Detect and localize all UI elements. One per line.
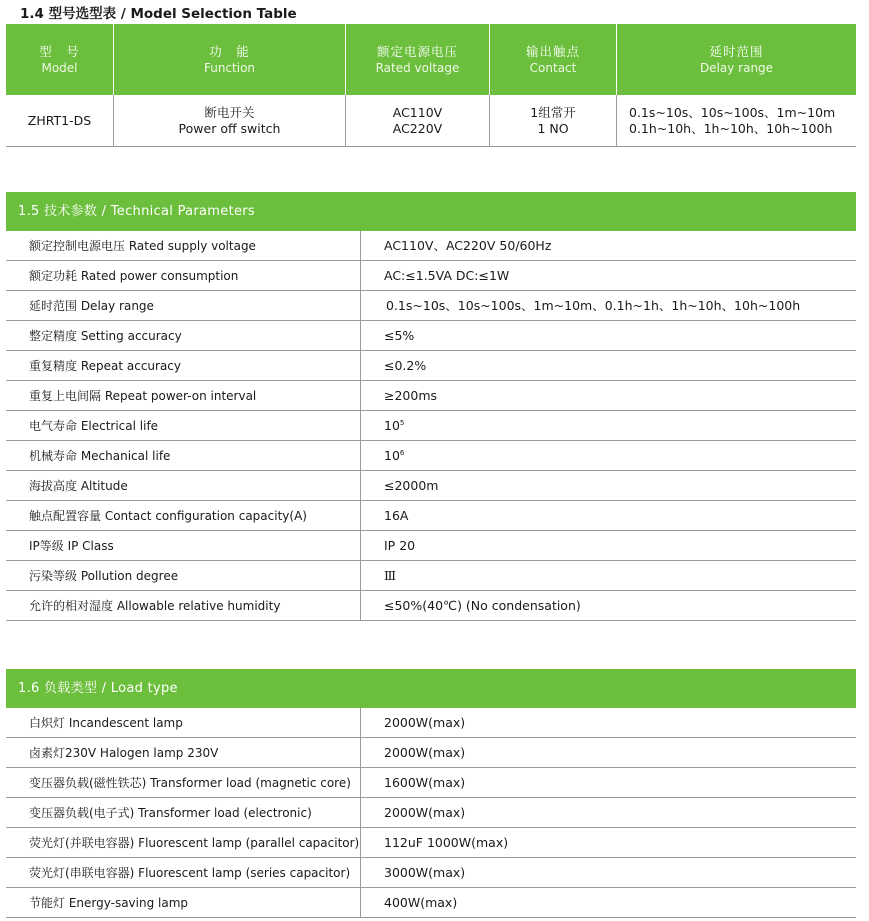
table-row	[6, 591, 856, 621]
load-label: 荧光灯(串联电容器) Fluorescent lamp (series capacitor)	[6, 858, 361, 887]
table-row	[6, 381, 856, 411]
load-value: 112uF 1000W(max)	[384, 835, 509, 850]
table-row	[6, 561, 856, 591]
load-type-table	[6, 669, 856, 918]
load-value: 2000W(max)	[384, 805, 466, 820]
table-row	[6, 441, 856, 471]
table-row	[6, 351, 856, 381]
param-value: ≤50%(40℃) (No condensation)	[384, 598, 581, 613]
param-value: AC:≤1.5VA DC:≤1W	[384, 268, 510, 283]
param-label: 海拔高度 Altitude	[6, 471, 361, 500]
load-value: 2000W(max)	[384, 715, 466, 730]
header-model: 型 号 Model	[6, 24, 114, 95]
param-label: 触点配置容量 Contact configuration capacity(A)	[6, 501, 361, 530]
header-function: 功 能 Function	[114, 24, 346, 95]
cell-contact: 1组常开 1 NO	[490, 95, 617, 147]
table-row	[6, 798, 856, 828]
header-contact: 输出触点 Contact	[490, 24, 617, 95]
param-label: 重复精度 Repeat accuracy	[6, 351, 361, 380]
cell-function: 断电开关 Power off switch	[114, 95, 346, 147]
load-value: 2000W(max)	[384, 745, 466, 760]
cell-voltage: AC110V AC220V	[346, 95, 490, 147]
param-value: Ⅲ	[384, 568, 397, 583]
table-row	[6, 471, 856, 501]
param-value: ≥200ms	[384, 388, 438, 403]
table-row	[6, 858, 856, 888]
param-value: ≤5%	[384, 328, 415, 343]
exponent: 5	[399, 418, 405, 427]
table-row	[6, 501, 856, 531]
param-label: IP等级 IP Class	[6, 531, 361, 560]
cell-delay: 0.1s~10s、10s~100s、1m~10m 0.1h~10h、1h~10h、10h~100h	[617, 95, 857, 147]
param-label: 允许的相对湿度 Allowable relative humidity	[6, 591, 361, 620]
table-row	[6, 291, 856, 321]
param-value: 0.1s~10s、10s~100s、1m~10m、0.1h~1h、1h~10h、10h~100h	[386, 298, 801, 313]
table-row	[6, 888, 856, 918]
param-label: 额定控制电源电压 Rated supply voltage	[6, 231, 361, 260]
technical-title: 1.5 技术参数 / Technical Parameters	[6, 192, 856, 231]
param-value: AC110V、AC220V 50/60Hz	[384, 238, 552, 253]
table-row	[6, 828, 856, 858]
load-value: 1600W(max)	[384, 775, 466, 790]
load-label: 荧光灯(并联电容器) Fluorescent lamp (parallel capacitor)	[6, 828, 361, 857]
table-row	[6, 231, 856, 261]
param-label: 污染等级 Pollution degree	[6, 561, 361, 590]
cell-model: ZHRT1-DS	[6, 95, 114, 147]
exponent: 6	[399, 448, 405, 457]
param-label: 额定功耗 Rated power consumption	[6, 261, 361, 290]
technical-parameters-table	[6, 192, 856, 621]
header-rated-voltage: 额定电源电压 Rated voltage	[346, 24, 490, 95]
param-label: 重复上电间隔 Repeat power-on interval	[6, 381, 361, 410]
load-label: 变压器负载(磁性铁芯) Transformer load (magnetic core)	[6, 768, 361, 797]
load-label: 卤素灯230V Halogen lamp 230V	[6, 738, 361, 767]
model-section-title: 1.4 型号选型表 / Model Selection Table	[20, 6, 297, 22]
param-value: ≤0.2%	[384, 358, 427, 373]
table-row	[6, 411, 856, 441]
model-selection-table	[6, 24, 856, 147]
param-label: 延时范围 Delay range	[6, 291, 361, 320]
table-row	[6, 321, 856, 351]
load-title: 1.6 负载类型 / Load type	[6, 669, 856, 708]
param-label: 机械寿命 Mechanical life	[6, 441, 361, 470]
table-row	[6, 531, 856, 561]
header-delay-range: 延时范围 Delay range	[617, 24, 857, 95]
param-value: $10^5$	[384, 418, 405, 433]
param-value: $10^6$	[384, 448, 405, 463]
table-row	[6, 261, 856, 291]
load-label: 变压器负载(电子式) Transformer load (electronic)	[6, 798, 361, 827]
table-row	[6, 738, 856, 768]
model-table-header	[6, 24, 856, 95]
param-label: 整定精度 Setting accuracy	[6, 321, 361, 350]
load-value: 400W(max)	[384, 895, 458, 910]
param-value: ≤2000m	[384, 478, 439, 493]
load-value: 3000W(max)	[384, 865, 466, 880]
param-value: IP 20	[384, 538, 416, 553]
table-row	[6, 768, 856, 798]
table-row	[6, 708, 856, 738]
model-row	[6, 95, 856, 147]
param-label: 电气寿命 Electrical life	[6, 411, 361, 440]
load-label: 白炽灯 Incandescent lamp	[6, 708, 361, 737]
load-label: 节能灯 Energy-saving lamp	[6, 888, 361, 917]
param-value: 16A	[384, 508, 409, 523]
